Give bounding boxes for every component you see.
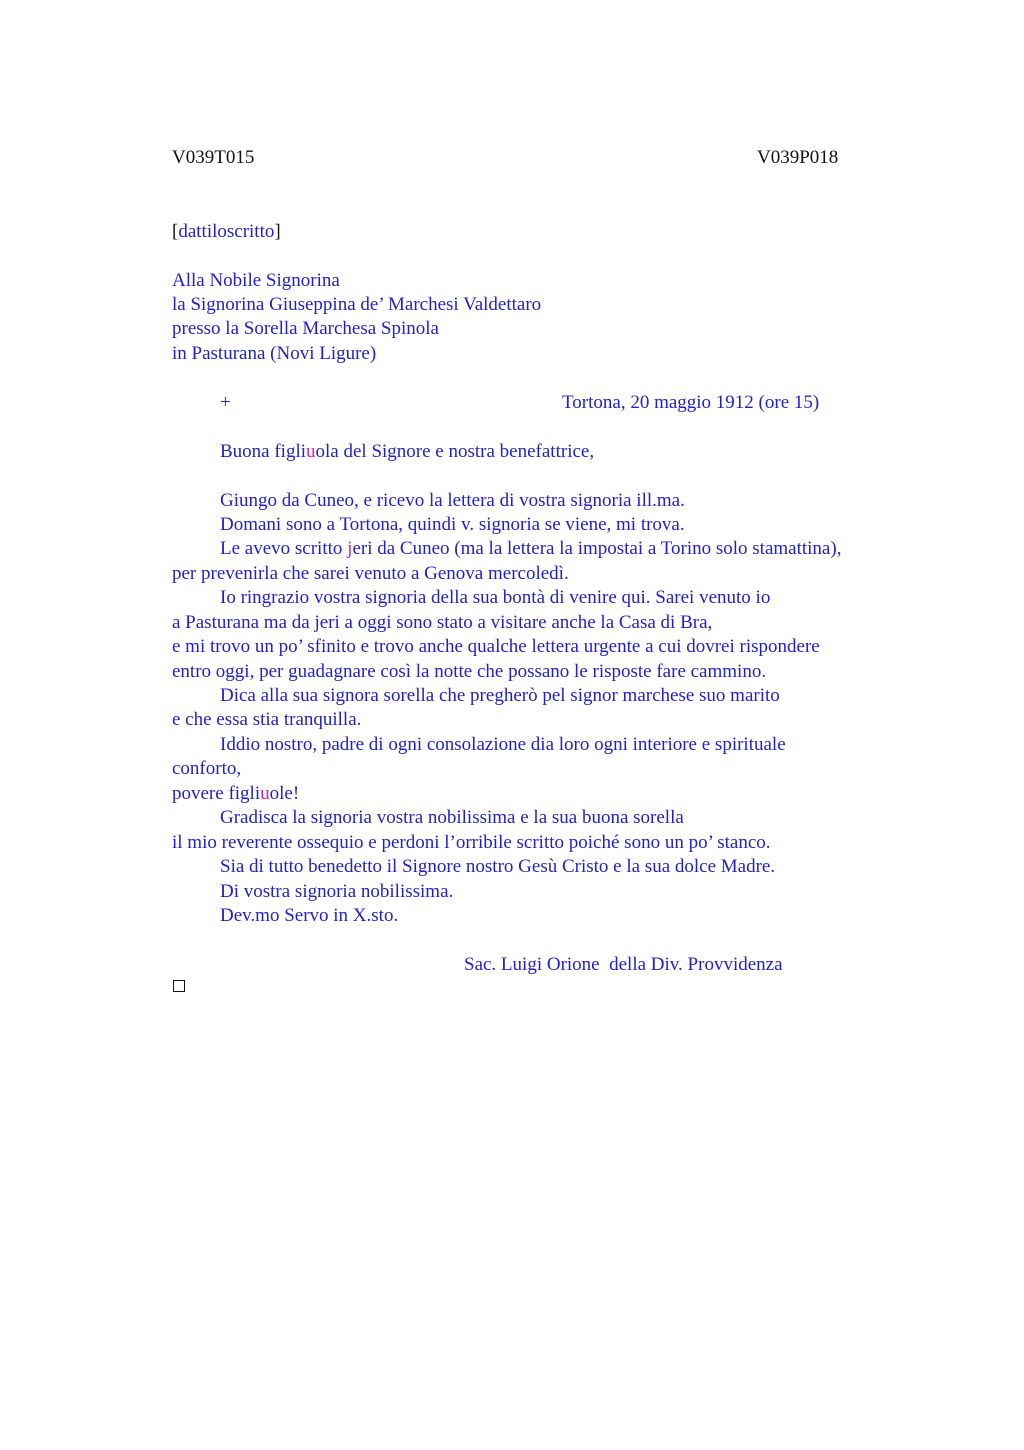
body-line: il mio reverente ossequio e perdoni l’orribile scritto poiché sono un po’ stanco.	[172, 832, 771, 853]
address-line-4: in Pasturana (Novi Ligure)	[172, 343, 377, 364]
doc-type-label	[172, 220, 281, 244]
place-date: Tortona, 20 maggio 1912 (ore 15)	[562, 392, 820, 413]
body-line: e che essa stia tranquilla.	[172, 709, 362, 730]
doc-type-text: dattiloscritto	[178, 221, 275, 242]
end-marker-square	[173, 980, 185, 992]
salutation-part: Buona figli	[220, 441, 307, 462]
cross-symbol: +	[220, 392, 231, 413]
address-line-3: presso la Sorella Marchesa Spinola	[172, 318, 439, 339]
signature: Sac. Luigi Orione della Div. Provvidenza	[464, 954, 783, 975]
salutation	[220, 440, 594, 464]
body-line-correction: j	[347, 538, 353, 559]
body-line: Giungo da Cuneo, e ricevo la lettera di vostra signoria ill.ma.	[220, 490, 685, 511]
body-line	[172, 782, 299, 806]
body-line-part: povere figli	[172, 783, 261, 804]
document-code-left: V039T015	[172, 147, 255, 168]
bracket-close: ]	[274, 221, 281, 242]
body-line-part: Le avevo scritto	[220, 538, 348, 559]
body-line: Iddio nostro, padre di ogni consolazione dia loro ogni interiore e spirituale	[220, 734, 786, 755]
body-line-correction: u	[260, 783, 270, 804]
body-line: Dev.mo Servo in X.sto.	[220, 905, 399, 926]
body-line: Gradisca la signoria vostra nobilissima e la sua buona sorella	[220, 807, 684, 828]
body-line-part: eri da Cuneo (ma la lettera la impostai a Torino solo stamattina),	[352, 538, 842, 559]
body-line-part: ole!	[269, 783, 300, 804]
bracket-open: [	[172, 221, 179, 242]
body-line: a Pasturana ma da jeri a oggi sono stato a visitare anche la Casa di Bra,	[172, 612, 713, 633]
body-line: e mi trovo un po’ sfinito e trovo anche qualche lettera urgente a cui dovrei rispondere	[172, 636, 820, 657]
body-line: entro oggi, per guadagnare così la notte che possano le risposte fare cammino.	[172, 661, 767, 682]
body-line	[220, 537, 841, 561]
body-line: per prevenirla che sarei venuto a Genova mercoledì.	[172, 563, 569, 584]
salutation-correction: u	[306, 441, 316, 462]
salutation-part: ola del Signore e nostra benefattrice,	[315, 441, 595, 462]
document-code-right: V039P018	[757, 147, 839, 168]
body-line: Domani sono a Tortona, quindi v. signoria se viene, mi trova.	[220, 514, 685, 535]
body-line: Io ringrazio vostra signoria della sua bontà di venire qui. Sarei venuto io	[220, 587, 771, 608]
body-line: Di vostra signoria nobilissima.	[220, 881, 454, 902]
address-line-2: la Signorina Giuseppina de’ Marchesi Valdettaro	[172, 294, 542, 315]
body-line: Dica alla sua signora sorella che pregherò pel signor marchese suo marito	[220, 685, 780, 706]
address-line-1: Alla Nobile Signorina	[172, 270, 340, 291]
body-line: conforto,	[172, 758, 242, 779]
body-line: Sia di tutto benedetto il Signore nostro Gesù Cristo e la sua dolce Madre.	[220, 856, 776, 877]
